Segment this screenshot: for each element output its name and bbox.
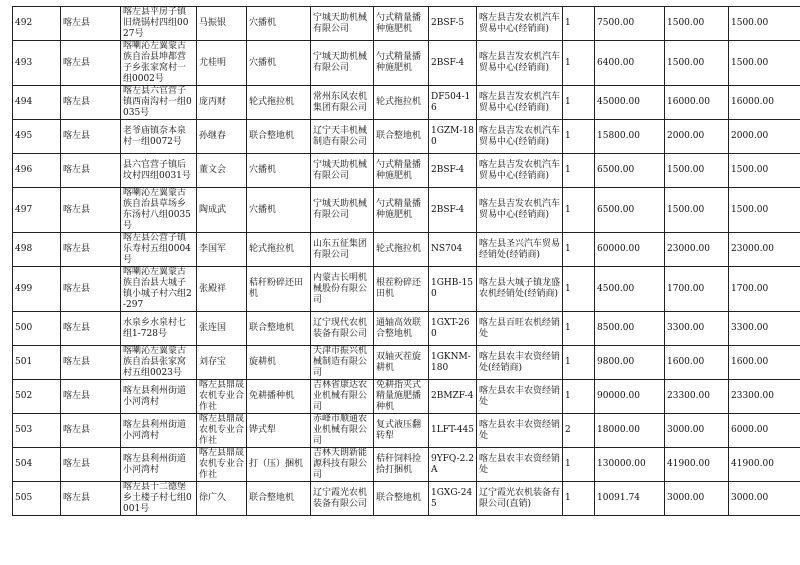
product-name-cell: 复式液压翻转犁 [374, 414, 429, 448]
model-cell: 1GXT-260 [429, 312, 477, 346]
address-cell: 喀左县平房子镇旧烧锅村四组0027号 [121, 7, 197, 41]
unit-subsidy-cell: 41900.00 [665, 448, 729, 482]
row-number: 497 [13, 188, 61, 233]
price-cell: 9800.00 [595, 346, 665, 380]
owner-name-cell: 尤桂明 [197, 41, 247, 86]
county-cell: 喀左县 [61, 380, 121, 414]
row-number: 492 [13, 7, 61, 41]
owner-name-cell: 刘存宝 [197, 346, 247, 380]
owner-name-cell: 喀左县鼎晟农机专业合作社 [197, 414, 247, 448]
manufacturer-cell: 常州东风农机集团有限公司 [311, 86, 374, 120]
quantity-cell: 1 [563, 41, 595, 86]
owner-name-cell: 徐广久 [197, 482, 247, 516]
row-number: 499 [13, 267, 61, 312]
machine-category-cell: 联合整地机 [247, 482, 311, 516]
machine-category-cell: 旋耕机 [247, 346, 311, 380]
dealer-cell: 喀左县农丰农资经销处 [477, 414, 563, 448]
manufacturer-cell: 宁城天助机械有限公司 [311, 41, 374, 86]
price-cell: 60000.00 [595, 233, 665, 267]
unit-subsidy-cell: 23000.00 [665, 233, 729, 267]
table-row [13, 188, 800, 233]
quantity-cell: 1 [563, 7, 595, 41]
machine-category-cell: 穴播机 [247, 41, 311, 86]
manufacturer-cell: 吉林省康达农业机械有限公司 [311, 380, 374, 414]
model-cell: 1GXG-245 [429, 482, 477, 516]
machine-category-cell: 轮式拖拉机 [247, 233, 311, 267]
address-cell: 喀喇沁左翼蒙古族自治县草场乡东汤村八组0035号 [121, 188, 197, 233]
owner-name-cell: 喀左县鼎晟农机专业合作社 [197, 380, 247, 414]
product-name-cell: 勺式精量播种施肥机 [374, 41, 429, 86]
machine-category-cell: 联合整地机 [247, 120, 311, 154]
address-cell: 水泉乡水泉村七组1-728号 [121, 312, 197, 346]
product-name-cell: 勺式精量播种施肥机 [374, 154, 429, 188]
price-cell: 6500.00 [595, 154, 665, 188]
dealer-cell: 喀左县吉发农机汽车贸易中心(经销商) [477, 188, 563, 233]
owner-name-cell: 陶成武 [197, 188, 247, 233]
owner-name-cell: 李国军 [197, 233, 247, 267]
table-row [13, 41, 800, 86]
table-row [13, 448, 800, 482]
row-number: 494 [13, 86, 61, 120]
table-row [13, 482, 800, 516]
address-cell: 喀左县十二德堡乡土楼子村七组0001号 [121, 482, 197, 516]
quantity-cell: 1 [563, 120, 595, 154]
total-subsidy-cell: 6000.00 [729, 414, 800, 448]
county-cell: 喀左县 [61, 233, 121, 267]
price-cell: 7500.00 [595, 7, 665, 41]
quantity-cell: 2 [563, 414, 595, 448]
unit-subsidy-cell: 2000.00 [665, 120, 729, 154]
row-number: 493 [13, 41, 61, 86]
dealer-cell: 辽宁霞光农机装备有限公司(直销) [477, 482, 563, 516]
price-cell: 10091.74 [595, 482, 665, 516]
model-cell: 2BSF-4 [429, 154, 477, 188]
address-cell: 喀左县利州街道小河湾村 [121, 448, 197, 482]
unit-subsidy-cell: 1700.00 [665, 267, 729, 312]
manufacturer-cell: 辽宁霞光农机装备有限公司 [311, 482, 374, 516]
product-name-cell: 联合整地机 [374, 482, 429, 516]
address-cell: 老爷庙镇奈本泉村一组0072号 [121, 120, 197, 154]
product-name-cell: 勺式精量播种施肥机 [374, 188, 429, 233]
owner-name-cell: 张殿祥 [197, 267, 247, 312]
price-cell: 6500.00 [595, 188, 665, 233]
model-cell: DF504-16 [429, 86, 477, 120]
price-cell: 130000.00 [595, 448, 665, 482]
unit-subsidy-cell: 3000.00 [665, 482, 729, 516]
address-cell: 县六官营子镇后坟村四组0031号 [121, 154, 197, 188]
dealer-cell: 喀左县吉发农机汽车贸易中心(经销商) [477, 41, 563, 86]
owner-name-cell: 庞丙财 [197, 86, 247, 120]
county-cell: 喀左县 [61, 86, 121, 120]
machine-category-cell: 免耕播种机 [247, 380, 311, 414]
dealer-cell: 喀左县百旺农机经销处 [477, 312, 563, 346]
manufacturer-cell: 吉林天朗新能源科技有限公司 [311, 448, 374, 482]
table-row [13, 86, 800, 120]
county-cell: 喀左县 [61, 267, 121, 312]
table-row [13, 346, 800, 380]
table-row [13, 312, 800, 346]
total-subsidy-cell: 41900.00 [729, 448, 800, 482]
county-cell: 喀左县 [61, 482, 121, 516]
model-cell: 2BSF-4 [429, 41, 477, 86]
table-row [13, 233, 800, 267]
table-row [13, 120, 800, 154]
price-cell: 8500.00 [595, 312, 665, 346]
dealer-cell: 喀左县吉发农机汽车贸易中心(经销商) [477, 120, 563, 154]
address-cell: 喀喇沁左翼蒙古族自治县坤都营子乡张家窝村一组0002号 [121, 41, 197, 86]
product-name-cell: 免耕指夹式精量施肥播种机 [374, 380, 429, 414]
county-cell: 喀左县 [61, 448, 121, 482]
row-number: 500 [13, 312, 61, 346]
table-row [13, 414, 800, 448]
quantity-cell: 1 [563, 346, 595, 380]
owner-name-cell: 马振银 [197, 7, 247, 41]
quantity-cell: 1 [563, 188, 595, 233]
subsidy-table [12, 6, 800, 516]
dealer-cell: 喀左县农丰农资经销处 [477, 448, 563, 482]
manufacturer-cell: 宁城天助机械有限公司 [311, 7, 374, 41]
machine-category-cell: 穴播机 [247, 188, 311, 233]
row-number: 505 [13, 482, 61, 516]
manufacturer-cell: 山东五征集团有限公司 [311, 233, 374, 267]
address-cell: 喀喇沁左翼蒙古族自治县张家窝村五组0023号 [121, 346, 197, 380]
machine-category-cell: 联合整地机 [247, 312, 311, 346]
total-subsidy-cell: 1700.00 [729, 267, 800, 312]
county-cell: 喀左县 [61, 154, 121, 188]
product-name-cell: 联合整地机 [374, 120, 429, 154]
county-cell: 喀左县 [61, 188, 121, 233]
price-cell: 4500.00 [595, 267, 665, 312]
quantity-cell: 1 [563, 267, 595, 312]
table-row [13, 154, 800, 188]
total-subsidy-cell: 1600.00 [729, 346, 800, 380]
unit-subsidy-cell: 1500.00 [665, 188, 729, 233]
machine-category-cell: 轮式拖拉机 [247, 86, 311, 120]
total-subsidy-cell: 1500.00 [729, 41, 800, 86]
row-number: 502 [13, 380, 61, 414]
county-cell: 喀左县 [61, 312, 121, 346]
owner-name-cell: 董文会 [197, 154, 247, 188]
unit-subsidy-cell: 3000.00 [665, 414, 729, 448]
quantity-cell: 1 [563, 86, 595, 120]
row-number: 501 [13, 346, 61, 380]
total-subsidy-cell: 1500.00 [729, 154, 800, 188]
address-cell: 喀左县利州街道小河湾村 [121, 414, 197, 448]
price-cell: 15800.00 [595, 120, 665, 154]
model-cell: NS704 [429, 233, 477, 267]
product-name-cell: 双轴灭茬旋耕机 [374, 346, 429, 380]
total-subsidy-cell: 16000.00 [729, 86, 800, 120]
dealer-cell: 喀左县吉发农机汽车贸易中心(经销商) [477, 154, 563, 188]
owner-name-cell: 孙继春 [197, 120, 247, 154]
quantity-cell: 1 [563, 448, 595, 482]
address-cell: 喀左县公营子镇乐寿村五组0004号 [121, 233, 197, 267]
machine-category-cell: 打（压）捆机 [247, 448, 311, 482]
address-cell: 喀左县六官营子镇西南沟村一组0035号 [121, 86, 197, 120]
unit-subsidy-cell: 16000.00 [665, 86, 729, 120]
row-number: 503 [13, 414, 61, 448]
total-subsidy-cell: 23300.00 [729, 380, 800, 414]
unit-subsidy-cell: 1500.00 [665, 41, 729, 86]
owner-name-cell: 张连国 [197, 312, 247, 346]
product-name-cell: 根茬粉碎还田机 [374, 267, 429, 312]
manufacturer-cell: 宁城天助机械有限公司 [311, 154, 374, 188]
machine-category-cell: 穴播机 [247, 154, 311, 188]
machine-category-cell: 穴播机 [247, 7, 311, 41]
manufacturer-cell: 赤峰市顺通农业机械有限公司 [311, 414, 374, 448]
dealer-cell: 喀左县大城子镇龙盛农机经销处(经销商) [477, 267, 563, 312]
total-subsidy-cell: 1500.00 [729, 188, 800, 233]
total-subsidy-cell: 1500.00 [729, 7, 800, 41]
manufacturer-cell: 辽宁现代农机装备有限公司 [311, 312, 374, 346]
owner-name-cell: 喀左县鼎晟农机专业合作社 [197, 448, 247, 482]
price-cell: 6400.00 [595, 41, 665, 86]
product-name-cell: 轮式拖拉机 [374, 233, 429, 267]
model-cell: 2BSF-4 [429, 188, 477, 233]
dealer-cell: 喀左县吉发农机汽车贸易中心(经销商) [477, 7, 563, 41]
table-row [13, 380, 800, 414]
model-cell: 1GKNM-180 [429, 346, 477, 380]
address-cell: 喀左县利州街道小河湾村 [121, 380, 197, 414]
dealer-cell: 喀左县农丰农资经销处 [477, 380, 563, 414]
row-number: 495 [13, 120, 61, 154]
model-cell: 1GZM-180 [429, 120, 477, 154]
unit-subsidy-cell: 1600.00 [665, 346, 729, 380]
model-cell: 1GHB-150 [429, 267, 477, 312]
total-subsidy-cell: 2000.00 [729, 120, 800, 154]
product-name-cell: 通轴高效联合整地机 [374, 312, 429, 346]
county-cell: 喀左县 [61, 41, 121, 86]
dealer-cell: 喀左县农丰农资经销处(经销商) [477, 346, 563, 380]
model-cell: 2BMZF-4 [429, 380, 477, 414]
quantity-cell: 1 [563, 154, 595, 188]
unit-subsidy-cell: 23300.00 [665, 380, 729, 414]
table-row [13, 267, 800, 312]
unit-subsidy-cell: 1500.00 [665, 154, 729, 188]
product-name-cell: 勺式精量播种施肥机 [374, 7, 429, 41]
model-cell: 1LFT-445 [429, 414, 477, 448]
county-cell: 喀左县 [61, 414, 121, 448]
row-number: 496 [13, 154, 61, 188]
machine-category-cell: 秸秆粉碎还田机 [247, 267, 311, 312]
total-subsidy-cell: 3000.00 [729, 482, 800, 516]
dealer-cell: 喀左县吉发农机汽车贸易中心(经销商) [477, 86, 563, 120]
quantity-cell: 1 [563, 482, 595, 516]
manufacturer-cell: 宁城天助机械有限公司 [311, 188, 374, 233]
unit-subsidy-cell: 1500.00 [665, 7, 729, 41]
manufacturer-cell: 内蒙古长明机械股份有限公司 [311, 267, 374, 312]
price-cell: 90000.00 [595, 380, 665, 414]
price-cell: 45000.00 [595, 86, 665, 120]
county-cell: 喀左县 [61, 7, 121, 41]
quantity-cell: 1 [563, 380, 595, 414]
quantity-cell: 1 [563, 312, 595, 346]
quantity-cell: 1 [563, 233, 595, 267]
row-number: 504 [13, 448, 61, 482]
manufacturer-cell: 天津市振兴机械制造有限公司 [311, 346, 374, 380]
machine-category-cell: 铧式犁 [247, 414, 311, 448]
model-cell: 9YFQ-2.2A [429, 448, 477, 482]
price-cell: 18000.00 [595, 414, 665, 448]
unit-subsidy-cell: 3300.00 [665, 312, 729, 346]
product-name-cell: 秸秆饲料捡拾打捆机 [374, 448, 429, 482]
dealer-cell: 喀左县圣兴汽车贸易经销处(经销商) [477, 233, 563, 267]
county-cell: 喀左县 [61, 346, 121, 380]
total-subsidy-cell: 3300.00 [729, 312, 800, 346]
county-cell: 喀左县 [61, 120, 121, 154]
address-cell: 喀喇沁左翼蒙古族自治县大城子镇小城子村六组2-297 [121, 267, 197, 312]
total-subsidy-cell: 23000.00 [729, 233, 800, 267]
manufacturer-cell: 辽宁天丰机械制造有限公司 [311, 120, 374, 154]
table-row [13, 7, 800, 41]
row-number: 498 [13, 233, 61, 267]
product-name-cell: 轮式拖拉机 [374, 86, 429, 120]
model-cell: 2BSF-5 [429, 7, 477, 41]
